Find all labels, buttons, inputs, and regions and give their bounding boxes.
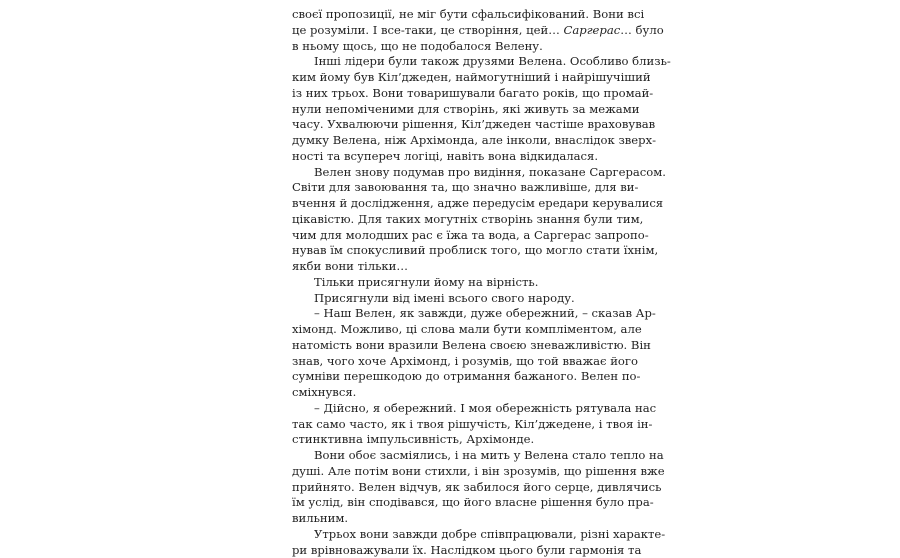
- body-text: [292, 7, 608, 558]
- paragraph: [292, 54, 608, 164]
- text-line: Світи для завоювання та, що значно важливіше, для ви-: [292, 180, 608, 196]
- text-line: нули непоміченими для створінь, які живуть за межами: [292, 102, 608, 118]
- text-line: їм услід, він сподівався, що його власне рішення було пра-: [292, 495, 608, 511]
- paragraph: [292, 165, 608, 275]
- text-line: так само часто, як і твоя рішучість, Кіл’джедене, і твоя ін-: [292, 417, 608, 433]
- text-line: нував їм спокусливий проблиск того, що могло стати їхнім,: [292, 243, 608, 259]
- text-line: – Наш Велен, як завжди, дуже обережний, – сказав Ар-: [292, 306, 608, 322]
- text-line: Тільки присягнули йому на вірність.: [292, 275, 608, 291]
- text-line: Присягнули від імені всього свого народу.: [292, 291, 608, 307]
- text-line: це розуміли. І все-таки, це створіння, цей… Саргерас… було: [292, 23, 608, 39]
- text-line: Вони обоє засміялись, і на мить у Велена стало тепло на: [292, 448, 608, 464]
- text-line: ким йому був Кіл’джеден, наймогутніший і найрішучіший: [292, 70, 608, 86]
- text-line: вчення й дослідження, адже передусім ередари керувалися: [292, 196, 608, 212]
- text-line: цікавістю. Для таких могутніх створінь знання були тим,: [292, 212, 608, 228]
- text-line: прийнято. Велен відчув, як забилося його серце, дивлячись: [292, 480, 608, 496]
- paragraph: [292, 401, 608, 448]
- paragraph: [292, 448, 608, 527]
- text-line: ри врівноважували їх. Наслідком цього були гармонія та: [292, 543, 608, 558]
- text-line: хімонд. Можливо, ці слова мали бути компліментом, але: [292, 322, 608, 338]
- paragraph: [292, 275, 608, 291]
- text-line: Інші лідери були також друзями Велена. Особливо близь-: [292, 54, 608, 70]
- paragraph: [292, 306, 608, 401]
- text-line: своєї пропозиції, не міг бути сфальсифікований. Вони всі: [292, 7, 608, 23]
- text-line: знав, чого хоче Архімонд, і розумів, що той вважає його: [292, 354, 608, 370]
- paragraph: [292, 7, 608, 54]
- text-line: Утрьох вони завжди добре співпрацювали, різні характе-: [292, 527, 608, 543]
- emphasis-text: Саргерас: [563, 23, 620, 37]
- text-line: чим для молодших рас є їжа та вода, а Саргерас запропо-: [292, 228, 608, 244]
- text-line: якби вони тільки…: [292, 259, 608, 275]
- text-line: – Дійсно, я обережний. І моя обережність рятувала нас: [292, 401, 608, 417]
- text-line: натомість вони вразили Велена своєю зневажливістю. Він: [292, 338, 608, 354]
- text-line: думку Велена, ніж Архімонда, але інколи, внаслідок зверх-: [292, 133, 608, 149]
- text-line: сміхнувся.: [292, 385, 608, 401]
- paragraph: [292, 527, 608, 558]
- text-line: Велен знову подумав про видіння, показане Саргерасом.: [292, 165, 608, 181]
- text-line: стинктивна імпульсивність, Архімонде.: [292, 432, 608, 448]
- paragraph: [292, 291, 608, 307]
- text-line: сумніви перешкодою до отримання бажаного. Велен по-: [292, 369, 608, 385]
- text-line: в ньому щось, що не подобалося Велену.: [292, 39, 608, 55]
- text-line: ності та всупереч логіці, навіть вона відкидалася.: [292, 149, 608, 165]
- text-line: часу. Ухвалюючи рішення, Кіл’джеден частіше враховував: [292, 117, 608, 133]
- text-line: душі. Але потім вони стихли, і він зрозумів, що рішення вже: [292, 464, 608, 480]
- text-line: із них трьох. Вони товаришували багато років, що промай-: [292, 86, 608, 102]
- text-line: вильним.: [292, 511, 608, 527]
